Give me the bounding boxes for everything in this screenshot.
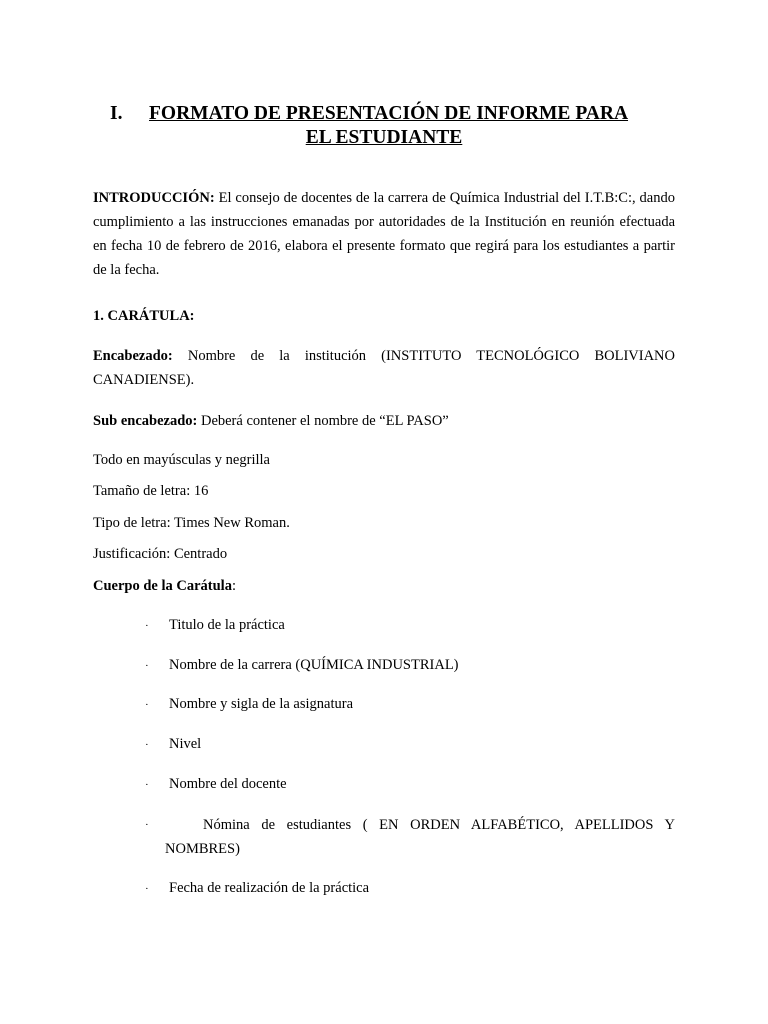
title-line-2: EL ESTUDIANTE xyxy=(305,127,463,148)
encabezado-label: Encabezado: xyxy=(93,348,173,364)
list-item-titulo: Titulo de la práctica xyxy=(169,617,285,633)
list-item-nomina-line-2: NOMBRES) xyxy=(165,841,240,857)
title-number: I. xyxy=(110,103,123,124)
section-heading-caratula: 1. CARÁTULA: xyxy=(93,308,195,324)
list-item-docente: Nombre del docente xyxy=(169,776,287,792)
bullet-marker: · xyxy=(145,660,149,672)
cuerpo-caratula-label: Cuerpo de la Carátula xyxy=(93,578,232,594)
bullet-marker: · xyxy=(145,779,149,791)
introduction-text: El consejo de docentes de la carrera de Química Industrial del I.T.B:C:, dando cumplimiento a las instrucciones emanadas por autoridades de la Institución en reunión efectuada en fecha 10 de febrero de 2016, elabora el presente formato que regirá para los estudiantes a partir de la fecha. xyxy=(93,190,675,278)
sub-encabezado-line xyxy=(93,411,449,431)
introduction-paragraph xyxy=(93,186,675,282)
list-item-nivel: Nivel xyxy=(169,736,202,752)
cuerpo-caratula-colon: : xyxy=(231,578,236,594)
format-line-justification: Justificación: Centrado xyxy=(93,546,228,562)
sub-encabezado-text: Deberá contener el nombre de “EL PASO” xyxy=(197,413,449,429)
list-item-nomina-line-1: Nómina de estudiantes ( EN ORDEN ALFABÉTICO, APELLIDOS Y xyxy=(203,817,675,833)
bullet-marker: · xyxy=(145,699,149,711)
bullet-marker: · xyxy=(145,819,149,831)
sub-encabezado-label: Sub encabezado: xyxy=(93,413,198,429)
list-item-asignatura: Nombre y sigla de la asignatura xyxy=(169,696,354,712)
list-item-fecha: Fecha de realización de la práctica xyxy=(169,880,370,896)
list-item-nomina xyxy=(165,813,675,861)
title-line-1: FORMATO DE PRESENTACIÓN DE INFORME PARA xyxy=(149,103,629,124)
cuerpo-caratula-line xyxy=(93,576,236,596)
encabezado-text: Nombre de la institución (INSTITUTO TECNOLÓGICO BOLIVIANO CANADIENSE). xyxy=(93,348,675,388)
bullet-marker: · xyxy=(145,620,149,632)
introduction-label: INTRODUCCIÓN: xyxy=(93,190,215,206)
bullet-marker: · xyxy=(145,739,149,751)
format-line-uppercase: Todo en mayúsculas y negrilla xyxy=(93,452,270,468)
list-item-carrera: Nombre de la carrera (QUÍMICA INDUSTRIAL) xyxy=(169,657,459,673)
format-line-font-size: Tamaño de letra: 16 xyxy=(93,483,209,499)
encabezado-paragraph xyxy=(93,344,675,392)
bullet-marker: · xyxy=(145,883,149,895)
format-line-font-type: Tipo de letra: Times New Roman. xyxy=(93,515,290,531)
